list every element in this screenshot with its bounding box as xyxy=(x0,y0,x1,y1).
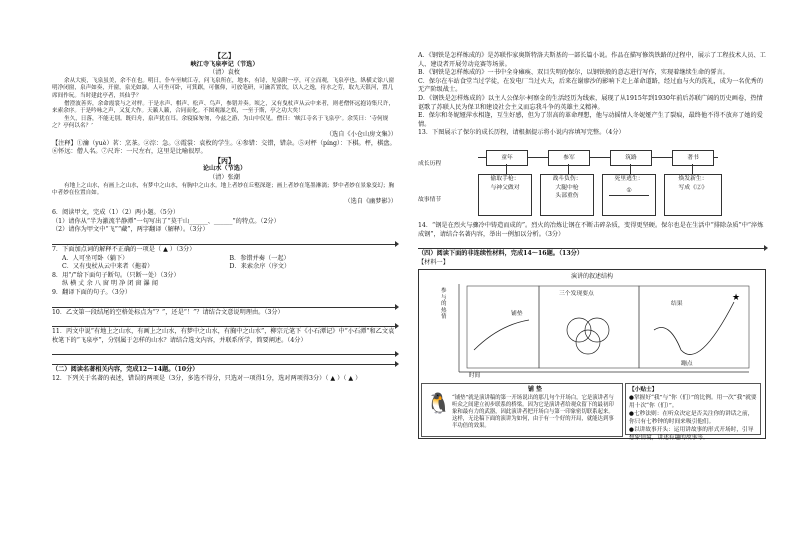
row-label-growth: 成长历程 xyxy=(418,160,442,167)
bing-label: 【丙】 xyxy=(214,155,235,165)
question-6-1: （1）请你从“半为激流半静潭”一句写出了“莫干山______、______”的特点。（2分） xyxy=(52,217,280,225)
chart-title: 演讲的叙述结构 xyxy=(570,273,613,281)
question-6: 6．阅读甲文，完成（1）（2）两小题。（5分） xyxy=(52,209,180,217)
label-fanfu: 铺垫 xyxy=(511,311,523,318)
yi-paragraph-3: 坐久，日落，不能无别。既归舟，泉声犹在耳。余寝寐匆匆，今兹之游，为山中仅见。僧曰：‘峡江寺名于飞泉亭’。余笑曰：‘寺何规之？亭何以名？’ xyxy=(52,115,389,130)
material-1-box xyxy=(418,269,766,442)
x-axis-label: 时间 xyxy=(469,373,481,380)
stage-writing: 著书 xyxy=(672,150,714,166)
plot-1-title: 偷取手枪： xyxy=(490,175,520,182)
answer-line[interactable] xyxy=(52,299,397,308)
plot-3-title: 死里逃生： xyxy=(614,175,644,182)
y-axis-label: 参与的热情 xyxy=(441,288,447,321)
connector xyxy=(692,164,693,174)
yi-label: 【乙】 xyxy=(214,51,235,60)
yi-title: 峡江寺飞泉亭记（节选） xyxy=(190,60,259,68)
option-b: B．参错并奏（一起） xyxy=(229,254,290,262)
plot-4-title: 焕发新生： xyxy=(678,175,708,182)
plot-box-4 xyxy=(664,174,722,216)
option-e-text: E．保尔和冬妮娅萍水相逢，互生好感，但为了崇高的革命理想，他与动摇情人冬妮娅产生了裂痕，最终他不得不放弃了她的爱情。 xyxy=(418,112,763,128)
stage-railway: 筑路 xyxy=(610,150,652,166)
label-result: 结果 xyxy=(671,301,683,308)
tip-1: ●掌握好“我”与“你（们）”的比例。用一次“我”就要用十次“你（们）”。 xyxy=(629,395,757,410)
option-a-text: A．《钢铁是怎样炼成的》是苏联作家奥斯特洛夫斯基的一部长篇小说。作品在描写修筑铁路的过程中，展示了工程技术人员、工人、建设者开展劳动竞赛等场景。 xyxy=(418,52,766,68)
answer-line[interactable] xyxy=(418,240,766,249)
penguin-icon: 🐧 xyxy=(426,391,451,416)
label-three-points: 三个发现要点 xyxy=(559,291,594,298)
tip-3: ●以讲故事开头：运用讲故事的形式开场时，引导想象情境，讲述有趣的故事等。 xyxy=(629,427,754,442)
answer-line[interactable] xyxy=(52,346,397,355)
right-column xyxy=(418,52,766,442)
section-2-heading: （二）阅读名著相关内容，完成12～14题。（10分） xyxy=(52,366,199,374)
plot-1-detail: 与神父做对 xyxy=(490,184,520,191)
connector xyxy=(630,164,631,174)
yi-paragraph-1: 余从大庾，飞泉虽美，余不在也。明日，仆车至峡江寺，问飞泉所在，地本，有诗，见泉附一亭，可立而观，飞泉亭也。纵横丈馀八窗明净闭窗，泉声如奏，开窗，泉光如瀑。人可坐可卧，可箕踞，可偃仰，可放笔研，可瀹茗置饮，以人之逸，待水之劳，取九天银河，置几席间作玩。当时建此亭者，其仙乎？ xyxy=(52,77,395,99)
option-d: D．来索余序（序文） xyxy=(229,263,291,271)
fanfu-panel xyxy=(421,383,623,437)
plot-2-detail-1: 大腿中枪 xyxy=(555,184,579,191)
stage-childhood: 童年 xyxy=(486,150,528,166)
option-d-text: D．《钢铁是怎样炼成的》以主人公保尔·柯察金的生活经历为线索，展现了从1915年到1930年前后苏联广阔的历史画卷，热情讴歌了苏联人民为保卫和建设社会主义而忘我斗争的英雄主义精神。 xyxy=(418,94,763,111)
yi-author: （清）袁枚 xyxy=(209,69,240,77)
bing-title: 论山水（节选） xyxy=(202,165,247,173)
question-13: 13．下图展示了保尔的成长历程，请根据提示将小说内容填写完整。（4分） xyxy=(418,129,625,137)
bing-paragraph: 有地上之山水，有画上之山水，有梦中之山水，有胸中之山水。地上者妙在丘壑深邃；画上者妙在笔墨淋漓；梦中者妙在景象变幻；胸中者妙在位置自如。 xyxy=(52,182,395,197)
panel-text: “铺垫”就是演讲稿的第一开场说出的那几句个开场白，它是演讲者与听众之间建立初步联系的桥梁。因为它是演讲者给观众留下的最初印象和最有力的武器，因此演讲者把开场白与第一印象密切联系起来。这样，无论稿下面的演讲为如何，由于有一个好的开局，就能达到事半功倍的效果。 xyxy=(452,395,614,430)
plot-box-3 xyxy=(602,174,656,216)
stage-army: 参军 xyxy=(548,150,590,166)
bing-author: （清）张潮 xyxy=(209,173,240,181)
yi-source: （选自《小仓山房文集》） xyxy=(325,130,397,138)
connector xyxy=(568,164,569,174)
plot-box-2 xyxy=(540,174,594,216)
tips-title: 【小贴士】 xyxy=(629,387,658,394)
plot-3-blank[interactable]: ① xyxy=(609,187,649,197)
row-label-plot: 故事情节 xyxy=(418,196,442,203)
question-7-options xyxy=(52,255,397,272)
connector xyxy=(506,164,507,174)
bing-source: （选自《幽梦影》） xyxy=(344,197,397,205)
option-a: A．人可坐可卧（躺下） xyxy=(62,254,129,262)
answer-line[interactable] xyxy=(52,356,397,365)
section-3-heading: （四）阅读下面的非连续性材料，完成14～16题。（13分） xyxy=(418,250,584,258)
plot-box-1 xyxy=(478,174,532,216)
rise-curve xyxy=(474,320,529,350)
plot-2-detail-2: 头部重伤 xyxy=(555,193,579,200)
answer-line[interactable] xyxy=(52,236,397,245)
growth-diagram xyxy=(418,140,766,218)
answer-line[interactable] xyxy=(52,318,397,327)
plot-2-title: 战斗负伤： xyxy=(552,175,582,182)
yi-notes: 【注释】①瀹（yuè）茗：烹茶。②淙：急。③霞裳：袁枚的学生。④参错：交错，错杂。⑤对枰（píng）：下棋。枰，棋盘。⑥怀远：僧人名。⑦尺许：一尺左右，这里是比喻很厚。 xyxy=(52,139,396,156)
question-8-text: 纵 横 丈 余 八 窗 明 净 闭 窗 瀑 闻 xyxy=(62,280,158,288)
question-14: 14．“钢是在烈火与骤冷中铸造而成的”。烈火的冶炼让钢在不断击碎杂质，变得更坚硬。保尔也是在生活中“排除杂质”中“淬炼成钢”，请结合名著内容，举出一例加以分析。（3分） xyxy=(418,221,764,238)
question-7: 7．下面加点词的解释不正确的一项是（ ▲ ）（3分） xyxy=(52,246,196,254)
plot-4-blank[interactable]: 写成《②》 xyxy=(678,184,708,191)
question-8: 8．用“/”给下面句子断句。（只断一处）（3分） xyxy=(52,271,180,279)
yi-paragraph-2: 僧澄波善弈，余命霞裳与之对枰。于是水声、棋声、松声、鸟声，参错并奏。顷之，又有曳杖声从云中来者，则老僧怀远抱诗集尺许，来索余序。于是吟咏之声，又复大作。天籁人籁，合同而化。不图观瀑之娱，一至于斯，亭之功大矣！ xyxy=(52,100,395,115)
panel-title: 铺 垫 xyxy=(527,386,543,394)
label-depth: 蹦点 xyxy=(681,361,693,368)
question-9: 9．翻译下面的句子。（3分） xyxy=(52,289,132,297)
question-10: 10．乙文第一段结尾的空格处标点为“？”，还是“！”？请结合文意说明理由。（3分） xyxy=(52,308,284,316)
star-icon: ★ xyxy=(732,293,741,304)
left-column xyxy=(52,52,397,384)
question-12: 12．下列关于名著的表述，错误的两项是（3分，多选不得分，只选对一项得1分，选对两项得3分）（ ▲ ）（ ▲ ） xyxy=(52,375,362,382)
section-box-1 xyxy=(467,286,539,368)
option-b-text: B．《钢铁是怎样炼成的》一书中全身瘫痪、双目失明的保尔，以钢铁般的意志进行写作，实现着继续生命的誓言。 xyxy=(418,69,729,77)
tip-2: ●七秒法则：在听众决定是否关注你的讲话之前，你只有七秒钟的时间来吸引他们。 xyxy=(629,411,754,426)
option-c: C．又有曳杖从云中来者（拖着） xyxy=(62,263,154,271)
question-6-2: （2）请你为甲文中“飞”“藏”，两字翻译（解释）。（3分） xyxy=(52,226,209,234)
option-c-text: C．保尔在车站食堂当过学徒，在发电厂当过火夫，后来在谢廖沙的影响下走上革命道路，经过血与火的洗礼，成为一名优秀的无产阶级战士。 xyxy=(418,77,764,94)
question-11: 11．丙文中说“有地上之山水，有画上之山水，有梦中之山水，有胸中之山水”，柳宗元笔下《小石潭记》中“小石潭”和乙文袁枚笔下的“飞泉亭”，分别属于怎样的山水？请结合选文内容，并联系所学，简要阐述。（4分） xyxy=(52,328,395,344)
climax-curve xyxy=(654,302,734,355)
material-1-label: 【材料一】 xyxy=(418,258,449,266)
tips-panel xyxy=(625,383,761,442)
